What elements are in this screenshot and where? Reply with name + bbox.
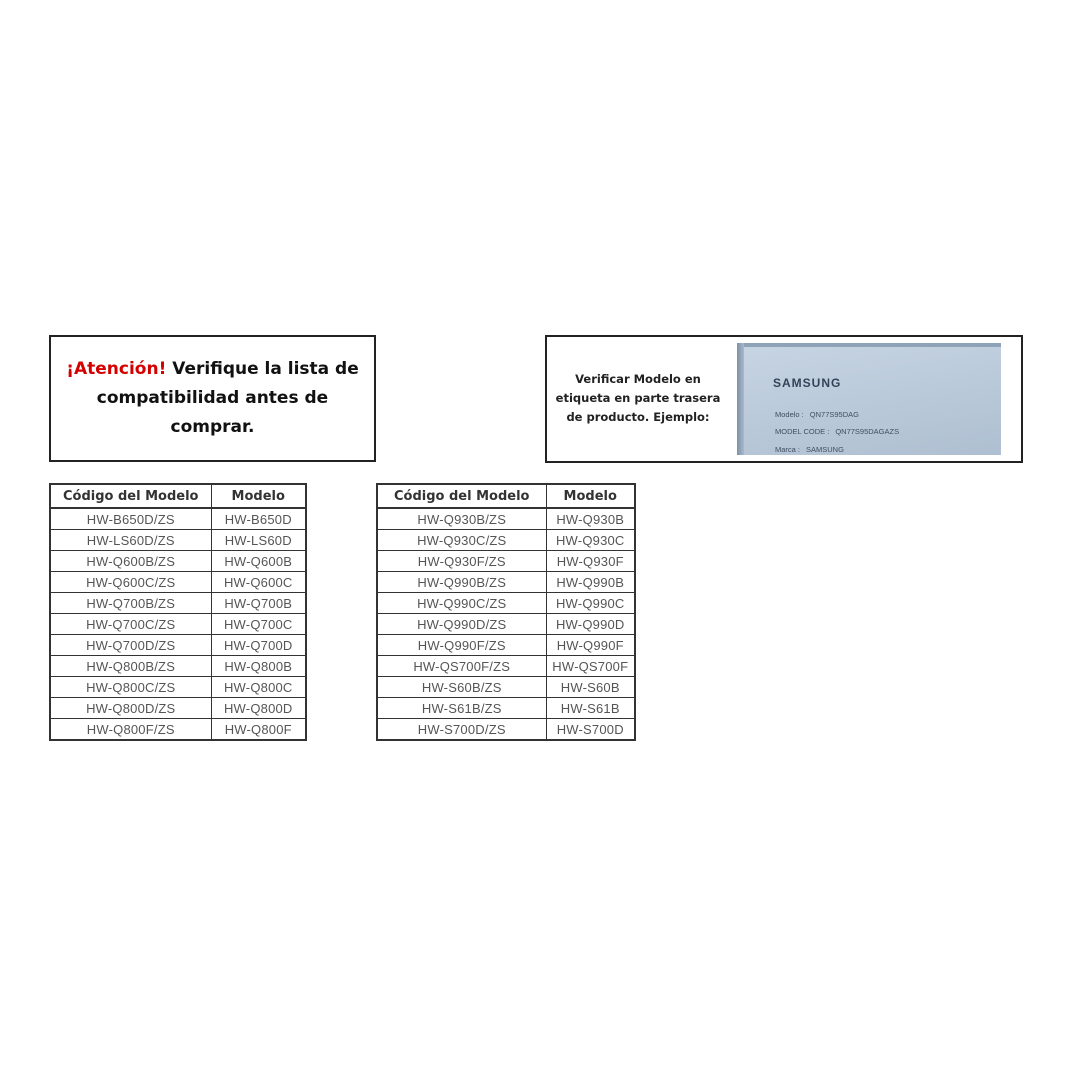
cell-model-code: HW-Q930F/ZS	[377, 551, 546, 572]
header-model-code: Código del Modelo	[377, 484, 546, 508]
label-row-key: Marca :	[775, 445, 801, 454]
cell-model: HW-S60B	[546, 677, 635, 698]
label-row-brand	[775, 445, 844, 454]
label-row-value: QN77S95DAG	[809, 410, 859, 419]
cell-model: HW-LS60D	[211, 530, 306, 551]
cell-model: HW-Q990B	[546, 572, 635, 593]
label-row-model	[775, 410, 859, 419]
cell-model: HW-Q930F	[546, 551, 635, 572]
cell-model: HW-Q990D	[546, 614, 635, 635]
cell-model-code: HW-Q700D/ZS	[50, 635, 211, 656]
table-row	[377, 508, 635, 530]
label-brand: SAMSUNG	[773, 376, 842, 390]
cell-model: HW-Q700B	[211, 593, 306, 614]
cell-model-code: HW-Q930B/ZS	[377, 508, 546, 530]
cell-model-code: HW-Q600C/ZS	[50, 572, 211, 593]
table-body	[377, 508, 635, 740]
cell-model-code: HW-Q990B/ZS	[377, 572, 546, 593]
table-row	[377, 614, 635, 635]
cell-model-code: HW-QS700F/ZS	[377, 656, 546, 677]
table-row	[50, 614, 306, 635]
warning-line2: compatibilidad antes de comprar.	[96, 388, 329, 437]
table-row	[377, 656, 635, 677]
cell-model: HW-Q800D	[211, 698, 306, 719]
verify-line1: Verificar Modelo en	[575, 372, 701, 386]
table-row	[50, 593, 306, 614]
label-row-value: SAMSUNG	[806, 445, 844, 454]
product-label-photo	[737, 343, 1001, 455]
table-row	[377, 593, 635, 614]
cell-model: HW-Q600C	[211, 572, 306, 593]
label-row-key: MODEL CODE :	[775, 427, 830, 436]
table-row	[50, 530, 306, 551]
label-row-value: QN77S95DAGAZS	[835, 427, 900, 436]
header-model: Modelo	[546, 484, 635, 508]
header-model: Modelo	[211, 484, 306, 508]
label-frame-top	[737, 343, 1001, 347]
compatibility-table-right	[376, 483, 636, 741]
cell-model: HW-B650D	[211, 508, 306, 530]
cell-model-code: HW-LS60D/ZS	[50, 530, 211, 551]
cell-model: HW-S61B	[546, 698, 635, 719]
compatibility-warning-box	[49, 335, 376, 462]
cell-model: HW-Q800C	[211, 677, 306, 698]
verify-line2: etiqueta en parte trasera	[555, 391, 721, 405]
cell-model-code: HW-Q800F/ZS	[50, 719, 211, 741]
table-row	[50, 719, 306, 741]
table-row	[377, 530, 635, 551]
table-row	[50, 572, 306, 593]
cell-model-code: HW-Q990C/ZS	[377, 593, 546, 614]
cell-model: HW-Q930B	[546, 508, 635, 530]
cell-model-code: HW-Q930C/ZS	[377, 530, 546, 551]
cell-model-code: HW-Q800B/ZS	[50, 656, 211, 677]
cell-model: HW-QS700F	[546, 656, 635, 677]
cell-model-code: HW-Q700B/ZS	[50, 593, 211, 614]
cell-model-code: HW-S700D/ZS	[377, 719, 546, 741]
warning-text	[53, 355, 373, 442]
header-model-code: Código del Modelo	[50, 484, 211, 508]
cell-model: HW-Q800F	[211, 719, 306, 741]
cell-model: HW-Q990C	[546, 593, 635, 614]
table-row	[50, 551, 306, 572]
label-row-key: Modelo :	[775, 410, 804, 419]
cell-model-code: HW-Q800C/ZS	[50, 677, 211, 698]
table-header-row	[50, 484, 306, 508]
table-row	[377, 572, 635, 593]
cell-model: HW-Q800B	[211, 656, 306, 677]
table-row	[50, 656, 306, 677]
table-row	[377, 551, 635, 572]
cell-model: HW-Q930C	[546, 530, 635, 551]
table-body	[50, 508, 306, 740]
cell-model-code: HW-S60B/ZS	[377, 677, 546, 698]
cell-model: HW-Q700D	[211, 635, 306, 656]
cell-model: HW-Q600B	[211, 551, 306, 572]
cell-model: HW-Q990F	[546, 635, 635, 656]
cell-model: HW-Q700C	[211, 614, 306, 635]
table-row	[377, 719, 635, 741]
cell-model-code: HW-B650D/ZS	[50, 508, 211, 530]
cell-model-code: HW-Q700C/ZS	[50, 614, 211, 635]
table-row	[377, 635, 635, 656]
label-frame-left	[737, 343, 744, 455]
table-header-row	[377, 484, 635, 508]
cell-model-code: HW-Q990D/ZS	[377, 614, 546, 635]
verify-line3: de producto. Ejemplo:	[566, 410, 710, 424]
cell-model: HW-S700D	[546, 719, 635, 741]
table-row	[50, 635, 306, 656]
table-row	[377, 677, 635, 698]
table-row	[50, 698, 306, 719]
table-row	[50, 677, 306, 698]
cell-model-code: HW-Q800D/ZS	[50, 698, 211, 719]
verify-model-box	[545, 335, 1023, 463]
table-row	[50, 508, 306, 530]
compatibility-table-left	[49, 483, 307, 741]
label-row-model-code	[775, 427, 899, 436]
verify-instructions	[553, 370, 723, 427]
warning-line1: Verifique la lista de	[166, 359, 359, 379]
cell-model-code: HW-Q600B/ZS	[50, 551, 211, 572]
cell-model-code: HW-S61B/ZS	[377, 698, 546, 719]
cell-model-code: HW-Q990F/ZS	[377, 635, 546, 656]
warning-attention-label: ¡Atención!	[66, 359, 167, 379]
table-row	[377, 698, 635, 719]
